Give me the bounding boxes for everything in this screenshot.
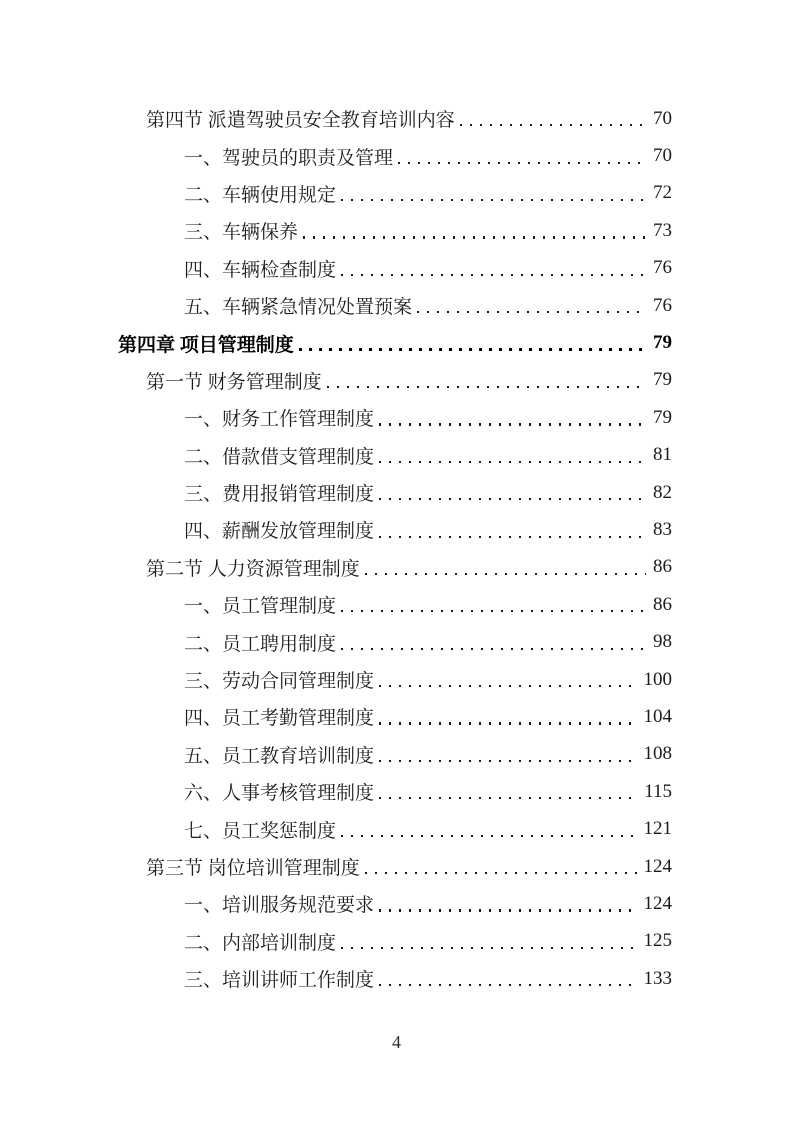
toc-entry-title: 七、员工奖惩制度: [184, 820, 337, 842]
toc-entry[interactable]: [118, 399, 672, 436]
toc-entry-page-number: 86: [653, 556, 672, 578]
toc-entry-title: 四、车辆检查制度: [184, 259, 337, 281]
toc-entry-page-number: 73: [653, 219, 672, 241]
dot-leader: [336, 810, 643, 847]
toc-entry[interactable]: [118, 736, 672, 773]
toc-entry-page-number: 121: [643, 818, 672, 840]
toc-entry-title: 第四章 项目管理制度: [118, 334, 294, 356]
toc-entry-title: 五、员工教育培训制度: [184, 745, 375, 767]
dot-leader: [412, 287, 653, 324]
toc-entry-page-number: 82: [653, 481, 672, 503]
dot-leader: [336, 623, 653, 660]
toc-entry-title: 四、员工考勤管理制度: [184, 708, 375, 730]
toc-entry-page-number: 70: [653, 145, 672, 167]
toc-entry[interactable]: [118, 362, 672, 399]
toc-entry-page-number: 79: [653, 332, 672, 354]
toc-entry-title: 第二节 人力资源管理制度: [146, 558, 360, 580]
table-of-contents: [118, 100, 672, 997]
toc-entry[interactable]: [118, 137, 672, 174]
toc-entry-title: 三、费用报销管理制度: [184, 484, 375, 506]
dot-leader: [374, 474, 653, 511]
dot-leader: [374, 698, 643, 735]
dot-leader: [336, 586, 653, 623]
toc-entry[interactable]: [118, 810, 672, 847]
toc-entry-title: 第一节 财务管理制度: [146, 371, 322, 393]
toc-entry-page-number: 133: [643, 967, 672, 989]
toc-entry[interactable]: [118, 698, 672, 735]
dot-leader: [374, 960, 643, 997]
dot-leader: [336, 175, 653, 212]
toc-entry-page-number: 124: [643, 892, 672, 914]
toc-entry-title: 一、驾驶员的职责及管理: [184, 147, 394, 169]
toc-entry-title: 二、车辆使用规定: [184, 184, 337, 206]
toc-entry-title: 第三节 岗位培训管理制度: [146, 858, 360, 879]
dot-leader: [360, 549, 653, 586]
toc-entry-title: 四、薪酬发放管理制度: [184, 521, 375, 543]
toc-entry-page-number: 70: [653, 107, 672, 129]
dot-leader: [374, 773, 644, 810]
toc-entry-page-number: 115: [644, 780, 672, 802]
dot-leader: [360, 848, 644, 885]
toc-entry[interactable]: [118, 923, 672, 960]
dot-leader: [374, 399, 653, 436]
toc-entry-title: 一、财务工作管理制度: [184, 409, 375, 431]
toc-entry[interactable]: [118, 773, 672, 810]
toc-entry-page-number: 79: [653, 369, 672, 391]
toc-entry[interactable]: [118, 175, 672, 212]
toc-entry-page-number: 98: [653, 631, 672, 653]
toc-entry-title: 一、培训服务规范要求: [184, 895, 375, 917]
toc-entry-page-number: 83: [653, 518, 672, 540]
toc-entry[interactable]: [118, 549, 672, 586]
toc-entry-page-number: 72: [653, 182, 672, 204]
dot-leader: [374, 511, 653, 548]
toc-entry-title: 三、劳动合同管理制度: [184, 671, 375, 693]
toc-entry[interactable]: [118, 586, 672, 623]
toc-entry-title: 二、借款借支管理制度: [184, 446, 375, 468]
dot-leader: [374, 437, 653, 474]
dot-leader: [374, 661, 643, 698]
footer-page-number: 4: [392, 1032, 401, 1052]
toc-entry[interactable]: [118, 511, 672, 548]
dot-leader: [294, 324, 653, 361]
toc-entry-title: 第四节 派遣驾驶员安全教育培训内容: [146, 110, 455, 132]
toc-entry[interactable]: [118, 324, 672, 361]
toc-entry-page-number: 125: [643, 930, 672, 952]
toc-entry-title: 三、车辆保养: [184, 222, 299, 244]
toc-entry-title: 三、培训讲师工作制度: [184, 970, 375, 992]
toc-entry-page-number: 81: [653, 444, 672, 466]
toc-entry-title: 二、内部培训制度: [184, 932, 337, 954]
toc-entry-page-number: 124: [643, 855, 672, 877]
dot-leader: [374, 885, 643, 922]
toc-entry[interactable]: [118, 474, 672, 511]
dot-leader: [455, 100, 653, 137]
toc-entry[interactable]: [118, 623, 672, 660]
dot-leader: [336, 250, 653, 287]
dot-leader: [374, 736, 643, 773]
dot-leader: [393, 137, 653, 174]
toc-entry-title: 二、员工聘用制度: [184, 633, 337, 655]
toc-entry-page-number: 76: [653, 257, 672, 279]
dot-leader: [336, 923, 643, 960]
toc-entry[interactable]: [118, 250, 672, 287]
toc-entry-title: 六、人事考核管理制度: [184, 783, 375, 805]
toc-entry-page-number: 79: [653, 406, 672, 428]
toc-entry-page-number: 86: [653, 593, 672, 615]
toc-entry[interactable]: [118, 100, 672, 137]
toc-entry-page-number: 76: [653, 294, 672, 316]
toc-entry[interactable]: [118, 885, 672, 922]
dot-leader: [298, 212, 653, 249]
toc-entry[interactable]: [118, 661, 672, 698]
toc-entry-page-number: 104: [643, 705, 672, 727]
toc-entry[interactable]: [118, 287, 672, 324]
toc-entry[interactable]: [118, 212, 672, 249]
toc-entry[interactable]: [118, 848, 672, 885]
toc-entry[interactable]: [118, 960, 672, 997]
toc-entry-page-number: 108: [643, 743, 672, 765]
toc-entry-title: 五、车辆紧急情况处置预案: [184, 297, 413, 319]
toc-entry-page-number: 100: [643, 668, 672, 690]
toc-entry[interactable]: [118, 437, 672, 474]
dot-leader: [322, 362, 653, 399]
toc-entry-title: 一、员工管理制度: [184, 596, 337, 618]
